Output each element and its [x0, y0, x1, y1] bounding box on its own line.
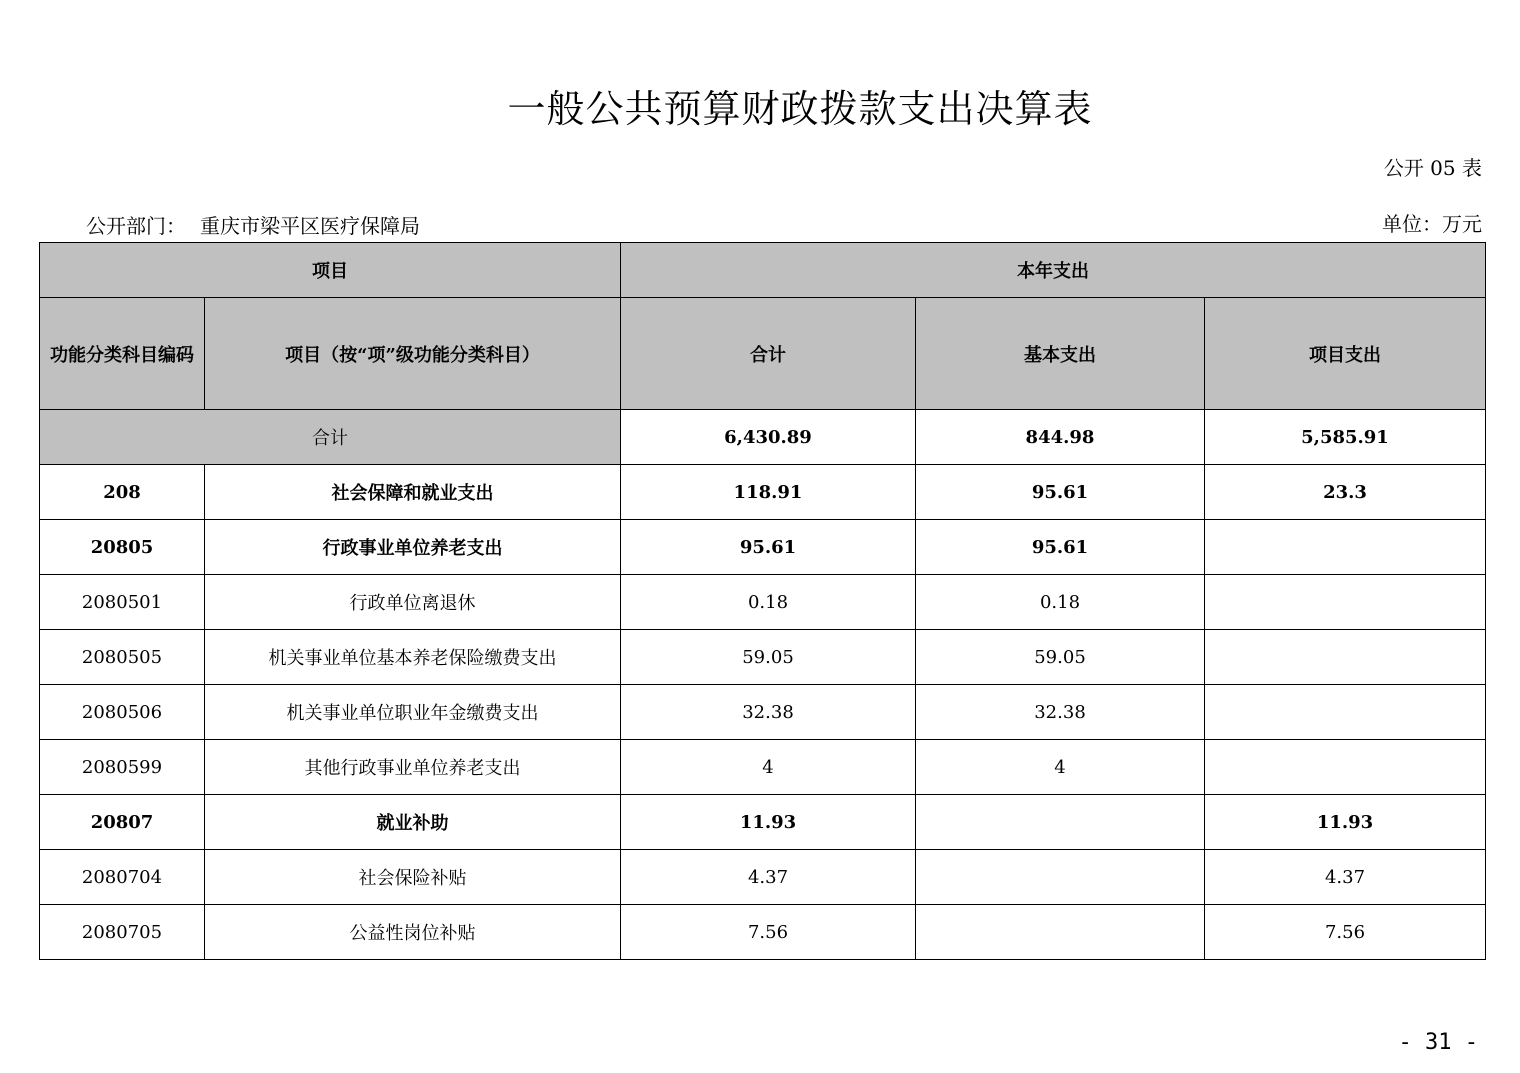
row-total: 118.91 [621, 465, 916, 520]
table-row [40, 850, 1486, 905]
row-project [1205, 575, 1486, 630]
row-project: 23.3 [1205, 465, 1486, 520]
table-row [40, 905, 1486, 960]
row-code: 2080501 [40, 575, 205, 630]
page-number: - 31 - [1398, 1030, 1478, 1055]
header-total: 合计 [621, 298, 916, 410]
row-code: 20807 [40, 795, 205, 850]
table-row [40, 740, 1486, 795]
row-basic [916, 905, 1205, 960]
header-item: 项目（按“项”级功能分类科目） [205, 298, 621, 410]
row-total: 7.56 [621, 905, 916, 960]
row-code: 20805 [40, 520, 205, 575]
row-basic: 95.61 [916, 520, 1205, 575]
row-project: 7.56 [1205, 905, 1486, 960]
row-basic: 59.05 [916, 630, 1205, 685]
row-project [1205, 685, 1486, 740]
row-total: 11.93 [621, 795, 916, 850]
row-total: 4.37 [621, 850, 916, 905]
row-basic: 4 [916, 740, 1205, 795]
row-project [1205, 740, 1486, 795]
page-title: 一般公共预算财政拨款支出决算表 [507, 87, 1093, 131]
row-total: 95.61 [621, 520, 916, 575]
header-project: 项目 [40, 243, 621, 298]
table-row [40, 630, 1486, 685]
row-basic: 0.18 [916, 575, 1205, 630]
row-name: 机关事业单位职业年金缴费支出 [205, 685, 621, 740]
header-code: 功能分类科目编码 [40, 298, 205, 410]
table-row [40, 685, 1486, 740]
row-basic: 95.61 [916, 465, 1205, 520]
total-project: 5,585.91 [1205, 410, 1486, 465]
table-row [40, 795, 1486, 850]
row-project: 4.37 [1205, 850, 1486, 905]
header-basic: 基本支出 [916, 298, 1205, 410]
header-row-top [40, 243, 1486, 298]
header-current-year: 本年支出 [621, 243, 1486, 298]
row-basic [916, 795, 1205, 850]
total-row [40, 410, 1486, 465]
row-name: 行政事业单位养老支出 [205, 520, 621, 575]
header-project-exp: 项目支出 [1205, 298, 1486, 410]
row-project [1205, 630, 1486, 685]
budget-table [39, 242, 1486, 960]
row-code: 2080705 [40, 905, 205, 960]
row-name: 机关事业单位基本养老保险缴费支出 [205, 630, 621, 685]
row-name: 行政单位离退休 [205, 575, 621, 630]
row-project [1205, 520, 1486, 575]
total-amount: 6,430.89 [621, 410, 916, 465]
department-label: 公开部门： [86, 214, 186, 238]
row-name: 公益性岗位补贴 [205, 905, 621, 960]
row-name: 就业补助 [205, 795, 621, 850]
row-total: 32.38 [621, 685, 916, 740]
row-total: 59.05 [621, 630, 916, 685]
row-total: 4 [621, 740, 916, 795]
row-project: 11.93 [1205, 795, 1486, 850]
unit-label: 单位：万元 [1382, 212, 1482, 236]
table-row [40, 575, 1486, 630]
row-basic [916, 850, 1205, 905]
row-total: 0.18 [621, 575, 916, 630]
row-name: 其他行政事业单位养老支出 [205, 740, 621, 795]
total-label: 合计 [40, 410, 621, 465]
department-line [86, 210, 420, 239]
table-row [40, 465, 1486, 520]
department-name: 重庆市梁平区医疗保障局 [200, 214, 420, 238]
row-code: 2080506 [40, 685, 205, 740]
row-basic: 32.38 [916, 685, 1205, 740]
row-name: 社会保险补贴 [205, 850, 621, 905]
header-row-sub [40, 298, 1486, 410]
table-row [40, 520, 1486, 575]
row-code: 208 [40, 465, 205, 520]
total-basic: 844.98 [916, 410, 1205, 465]
row-code: 2080599 [40, 740, 205, 795]
row-code: 2080505 [40, 630, 205, 685]
row-name: 社会保障和就业支出 [205, 465, 621, 520]
form-number: 公开 05 表 [1383, 156, 1482, 180]
row-code: 2080704 [40, 850, 205, 905]
